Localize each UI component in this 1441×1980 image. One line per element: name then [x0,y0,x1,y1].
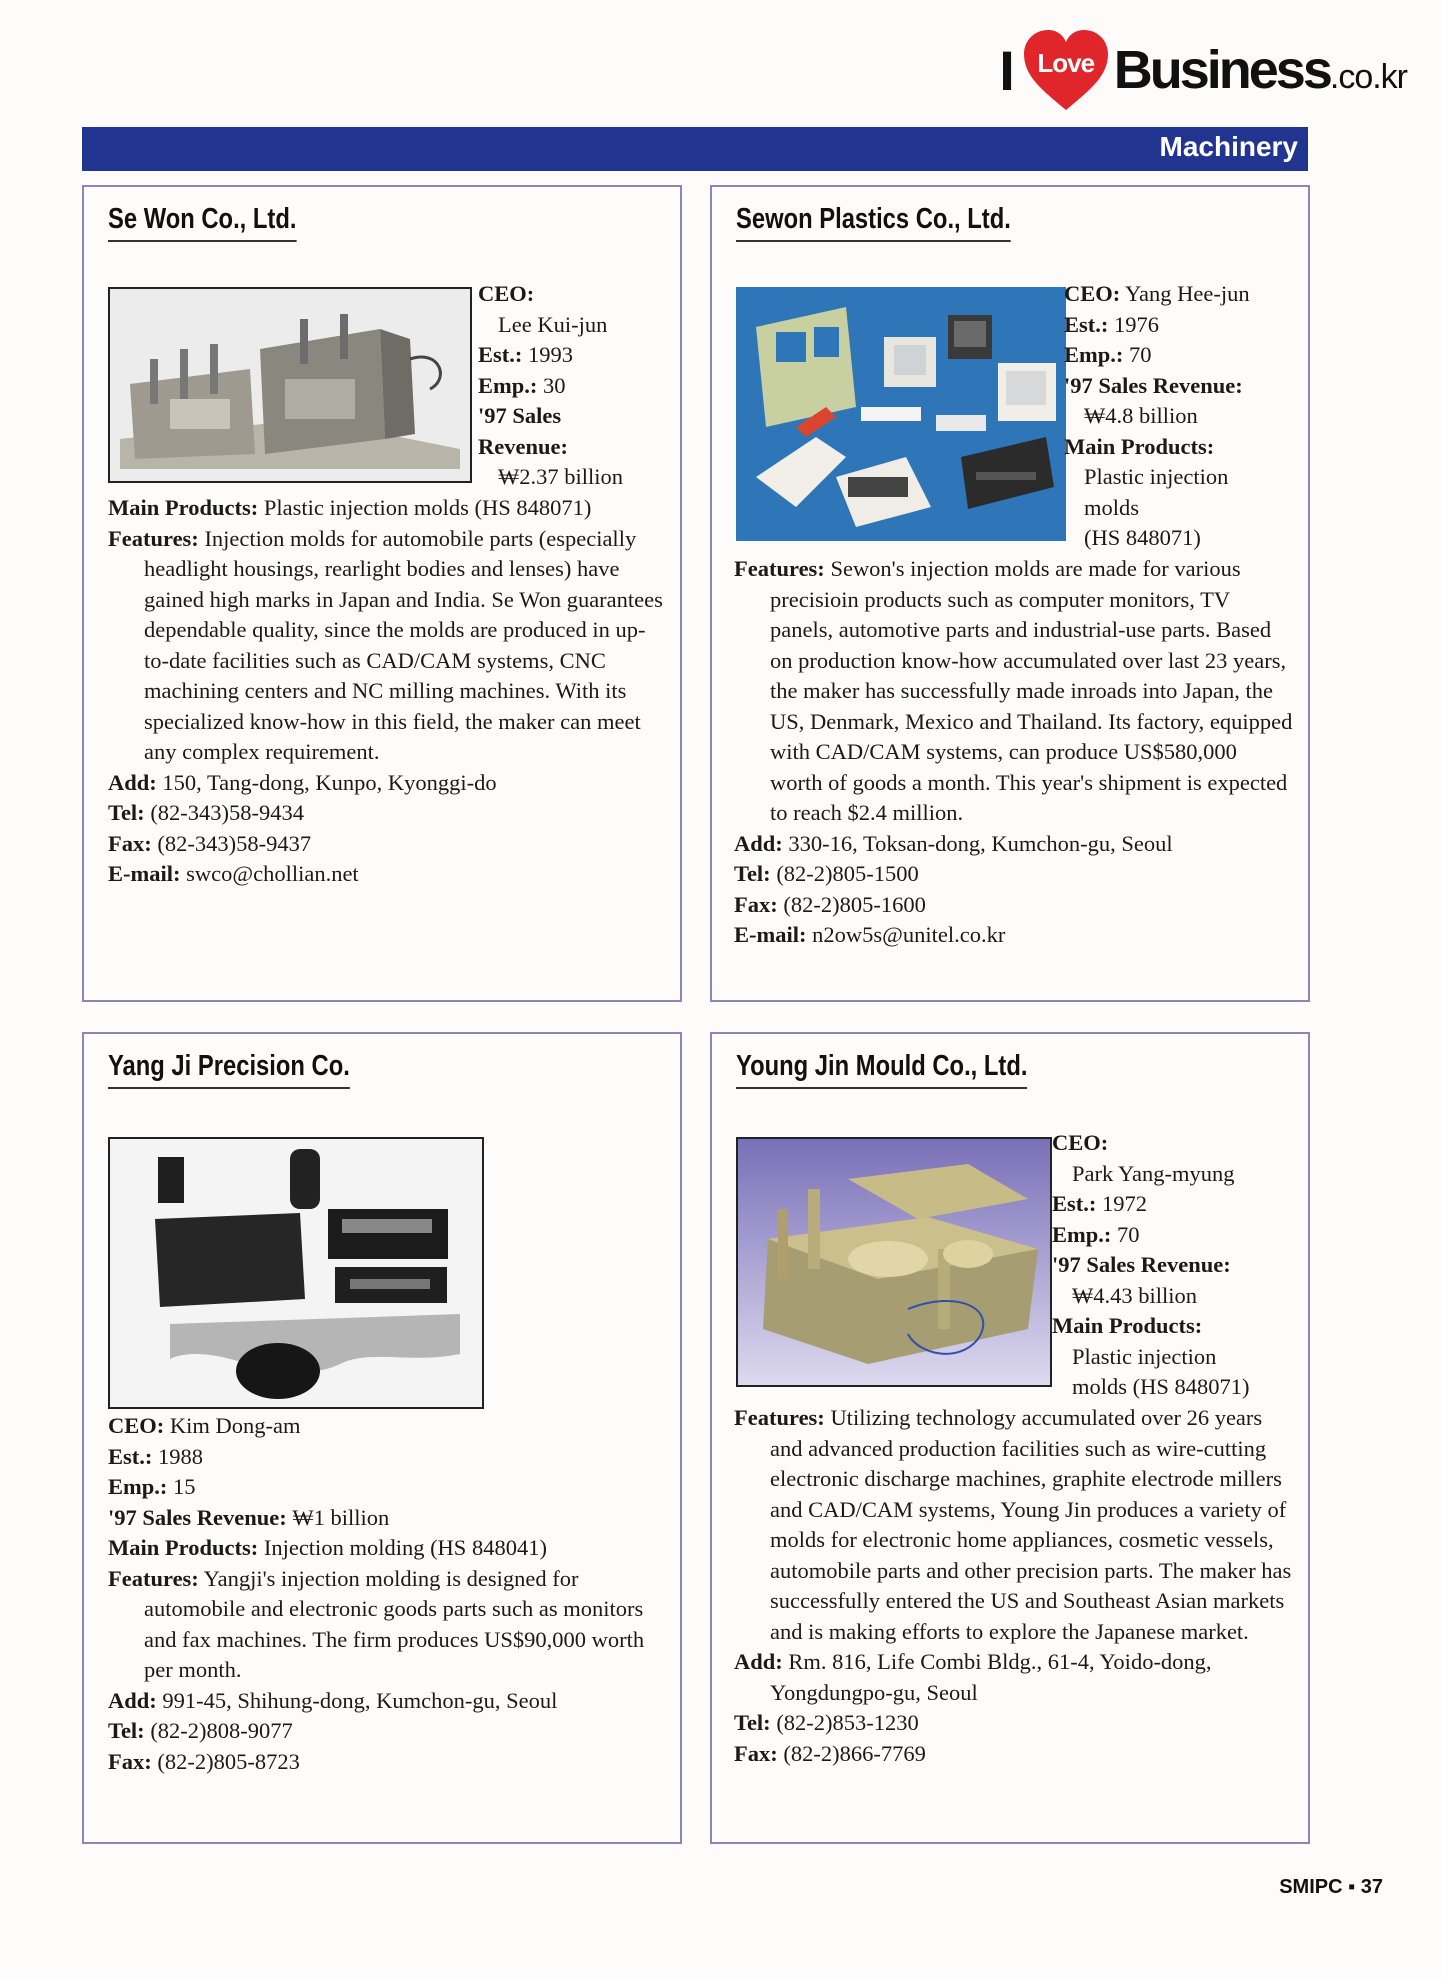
section-header-bar [82,127,1308,171]
email-link[interactable]: n2ow5s@unitel.co.kr [812,922,1006,947]
heart-icon [1022,28,1110,112]
logo-domain: .co.kr [1329,57,1407,96]
publication-name: SMIPC [1279,1876,1343,1898]
logo-business: Business [1113,40,1330,100]
company-card-sewon-plastics [710,185,1310,1002]
product-photo-mould [736,1137,1052,1387]
company-details: Main Products: Plastic injection molds (HS 848071) Features: Injection molds for automobile parts (especially headlight housings, rearlight bodies and lenses) have gained high marks in Japan and India. Se Won guarantees dependable quality, since the molds are produced in up-to-date facilities such as CAD/CAM systems, CNC machining centers and NC milling machines. With its specialized know-how in this field, the maker can meet any complex requirement. Add: 150, Tang-dong, Kunpo, Kyonggi-do Tel: (82-343)58-9434 Fax: (82-343)58-9437 E-mail: swco@chollian.net [108,495,663,886]
page-number: 37 [1360,1876,1383,1898]
company-card-se-won [82,185,682,1002]
email-link[interactable]: swco@chollian.net [186,861,359,886]
product-photo-plastics [736,287,1066,541]
product-photo-mold [108,287,472,483]
company-card-yang-ji [82,1032,682,1844]
bullet-icon: ▪ [1348,1876,1356,1898]
company-summary: CEO: Yang Hee-jun Est.: 1976 Emp.: 70 '97 Sales Revenue: ₩4.8 billion Main Products: Plastic injection molds (HS 848071) [1064,281,1250,550]
company-summary: CEO: Lee Kui-jun Est.: 1993 Emp.: 30 '97 Sales Revenue: ₩2.37 billion [478,281,623,489]
section-title: Machinery [1159,131,1298,162]
company-name: Yang Ji Precision Co. [108,1050,350,1089]
company-details: CEO: Kim Dong-am Est.: 1988 Emp.: 15 '97 Sales Revenue: ₩1 billion Main Products: Injection molding (HS 848041) Features: Yangji's injection molding is designed for automobile and electronic goods parts such as monitors and fax machines. The firm produces US$90,000 worth per month. Add: 991-45, Shihung-dong, Kumchon-gu, Seoul Tel: (82-2)808-9077 Fax: (82-2)805-8723 [108,1413,645,1774]
logo-i: I [999,38,1014,102]
company-details: Features: Utilizing technology accumulated over 26 years and advanced production facilities such as wire-cutting electronic discharge machines, graphite electrode millers and CAD/CAM systems, Young Jin produces a variety of molds for electronic home appliances, cosmetic vessels, automobile parts and other precision parts. The maker has successfully entered the US and Southeast Asian markets and is making efforts to explore the Japanese market. Add: Rm. 816, Life Combi Bldg., 61-4, Yoido-dong, Yongdungpo-gu, Seoul Tel: (82-2)853-1230 Fax: (82-2)866-7769 [734,1405,1292,1766]
page-footer [1279,1876,1383,1899]
company-name: Se Won Co., Ltd. [108,203,296,242]
company-name: Sewon Plastics Co., Ltd. [736,203,1011,242]
company-summary: CEO: Park Yang-myung Est.: 1972 Emp.: 70 '97 Sales Revenue: ₩4.43 billion Main Products: Plastic injection molds (HS 848071) [1052,1130,1250,1399]
company-card-young-jin [710,1032,1310,1844]
product-photo-moldings [108,1137,484,1409]
logo-love: Love [1037,48,1095,78]
site-logo [999,28,1407,112]
company-details: Features: Sewon's injection molds are made for various precisioin products such as computer monitors, TV panels, automotive parts and industrial-use parts. Based on production know-how accumulated over last 23 years, the maker has successfully made inroads into Japan, the US, Denmark, Mexico and Thailand. Its factory, equipped with CAD/CAM systems, can produce US$580,000 worth of goods a month. This year's shipment is expected to reach $2.4 million. Add: 330-16, Toksan-dong, Kumchon-gu, Seoul Tel: (82-2)805-1500 Fax: (82-2)805-1600 E-mail: n2ow5s@unitel.co.kr [734,556,1293,947]
company-name: Young Jin Mould Co., Ltd. [736,1050,1027,1089]
